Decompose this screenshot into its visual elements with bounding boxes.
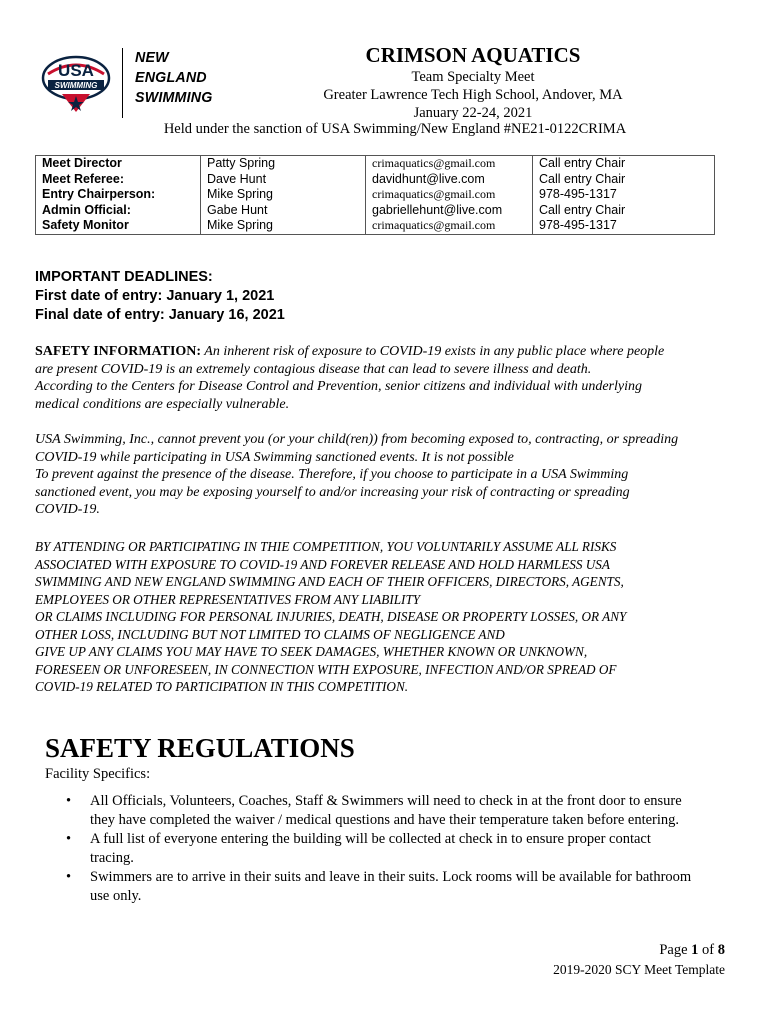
text-line: COVID-19. (35, 502, 100, 517)
official-role: Admin Official: (42, 202, 131, 217)
section-heading: SAFETY REGULATIONS (45, 733, 355, 763)
official-contact: Call entry Chair (533, 172, 715, 188)
sanction-line: Held under the sanction of USA Swimming/New England #NE21-0122CRIMA (163, 121, 627, 137)
ne-logo-line: NEW (135, 49, 169, 66)
bullet-icon: • (66, 831, 72, 847)
text-line: are present COVID-19 is an extremely contagious disease that can lead to severe illness and death. (35, 361, 592, 377)
list-item (60, 868, 720, 906)
meet-name: Team Specialty Meet (411, 69, 535, 85)
official-role: Meet Director (42, 156, 122, 170)
total-pages: 8 (717, 942, 725, 958)
text-line: ASSOCIATED WITH EXPOSURE TO COVID-19 AND FOREVER RELEASE AND HOLD HARMLESS USA (35, 556, 610, 572)
logo-divider (122, 48, 123, 118)
final-entry-date: Final date of entry: January 16, 2021 (35, 307, 285, 323)
text-line: FORESEEN OR UNFORESEEN, IN CONNECTION WITH EXPOSURE, INFECTION AND/OR SPREAD OF (35, 661, 617, 677)
list-item (60, 830, 720, 868)
text-line: An inherent risk of exposure to COVID-19 exists in any public place where people (201, 344, 665, 359)
page-of: of (698, 942, 718, 958)
official-email: crimaquatics@gmail.com (366, 218, 533, 234)
important-deadlines (35, 268, 285, 325)
safety-info-paragraph (35, 343, 735, 413)
text-line: EMPLOYEES OR OTHER REPRESENTATIVES FROM ANY LIABILITY (35, 591, 421, 607)
official-role: Meet Referee: (42, 171, 124, 186)
facility-specifics-label: Facility Specifics: (45, 766, 151, 782)
official-role: Entry Chairperson: (42, 187, 156, 201)
ne-logo-line: ENGLAND (135, 69, 207, 86)
safety-info-lead: SAFETY INFORMATION: (35, 344, 202, 359)
swimming-logo-text: SWIMMING (54, 81, 98, 90)
text-line: BY ATTENDING OR PARTICIPATING IN THIE COMPETITION, YOU VOLUNTARILY ASSUME ALL RISKS (35, 539, 617, 554)
official-name: Mike Spring (201, 187, 366, 203)
table-row (36, 156, 715, 172)
official-email: davidhunt@live.com (366, 172, 533, 188)
text-line: COVID-19 while participating in USA Swimming sanctioned events. It is not possible (35, 449, 514, 465)
text-line: To prevent against the presence of the disease. Therefore, if you choose to participate in a USA Swimming (35, 467, 629, 482)
text-line: use only. (90, 888, 142, 904)
bullet-icon: • (66, 869, 72, 885)
text-line: medical conditions are especially vulnerable. (35, 396, 290, 412)
text-line: All Officials, Volunteers, Coaches, Staff & Swimmers will need to check in at the front door to ensure (90, 793, 682, 809)
text-line: COVID-19 RELATED TO PARTICIPATION IN THIS COMPETITION. (35, 679, 409, 694)
facility-rules-list (60, 792, 720, 906)
first-entry-date: First date of entry: January 1, 2021 (35, 288, 275, 304)
text-line: OR CLAIMS INCLUDING FOR PERSONAL INJURIES, DEATH, DISEASE OR PROPERTY LOSSES, OR ANY (35, 609, 627, 624)
template-label: 2019-2020 SCY Meet Template (553, 962, 725, 977)
text-line: A full list of everyone entering the building will be collected at check in to ensure proper contact (90, 831, 651, 847)
text-line: According to the Centers for Disease Control and Prevention, senior citizens and individual with underlying (35, 379, 642, 394)
text-line: tracing. (90, 850, 134, 866)
official-email: crimaquatics@gmail.com (366, 156, 533, 172)
official-contact: 978-495-1317 (533, 218, 715, 234)
text-line: they have completed the waiver / medical questions and have their temperature taken before entering. (90, 812, 680, 828)
officials-table (35, 155, 715, 235)
official-role: Safety Monitor (42, 218, 129, 232)
meet-dates: January 22-24, 2021 (413, 105, 533, 121)
covid-risk-paragraph (35, 431, 735, 519)
bullet-icon: • (66, 793, 72, 809)
official-contact: Call entry Chair (533, 156, 715, 172)
text-line: SWIMMING AND NEW ENGLAND SWIMMING AND EACH OF THEIR OFFICERS, DIRECTORS, AGENTS, (35, 574, 624, 589)
new-england-swimming-logo (135, 48, 213, 108)
official-email: crimaquatics@gmail.com (366, 187, 533, 203)
meet-location: Greater Lawrence Tech High School, Andover, MA (323, 87, 623, 103)
table-row (36, 218, 715, 234)
official-name: Patty Spring (201, 156, 366, 172)
official-name: Mike Spring (201, 218, 366, 234)
table-row (36, 203, 715, 219)
ne-logo-line: SWIMMING (135, 89, 213, 106)
page-prefix: Page (659, 942, 692, 958)
text-line: OTHER LOSS, INCLUDING BUT NOT LIMITED TO CLAIMS OF NEGLIGENCE AND (35, 626, 505, 642)
usa-swimming-logo (40, 54, 112, 114)
official-name: Dave Hunt (201, 172, 366, 188)
page-title: CRIMSON AQUATICS (365, 43, 581, 67)
official-name: Gabe Hunt (201, 203, 366, 219)
page-number (659, 942, 725, 959)
official-contact: 978-495-1317 (533, 187, 715, 203)
text-line: USA Swimming, Inc., cannot prevent you (or your child(ren)) from becoming exposed to, contracting, or spreading (35, 432, 679, 447)
table-row (36, 187, 715, 203)
text-line: GIVE UP ANY CLAIMS YOU MAY HAVE TO SEEK DAMAGES, WHETHER KNOWN OR UNKNOWN, (35, 644, 588, 659)
text-line: sanctioned event, you may be exposing yourself to and/or increasing your risk of contracting or spreading (35, 484, 630, 500)
usa-logo-text: USA (58, 61, 94, 80)
liability-waiver-paragraph (35, 538, 735, 696)
table-row (36, 172, 715, 188)
list-item (60, 792, 720, 830)
official-contact: Call entry Chair (533, 203, 715, 219)
text-line: Swimmers are to arrive in their suits and leave in their suits. Lock rooms will be available for bathroom (90, 869, 692, 885)
deadlines-heading: IMPORTANT DEADLINES: (35, 269, 213, 285)
current-page: 1 (691, 942, 699, 958)
official-email: gabriellehunt@live.com (366, 203, 533, 219)
